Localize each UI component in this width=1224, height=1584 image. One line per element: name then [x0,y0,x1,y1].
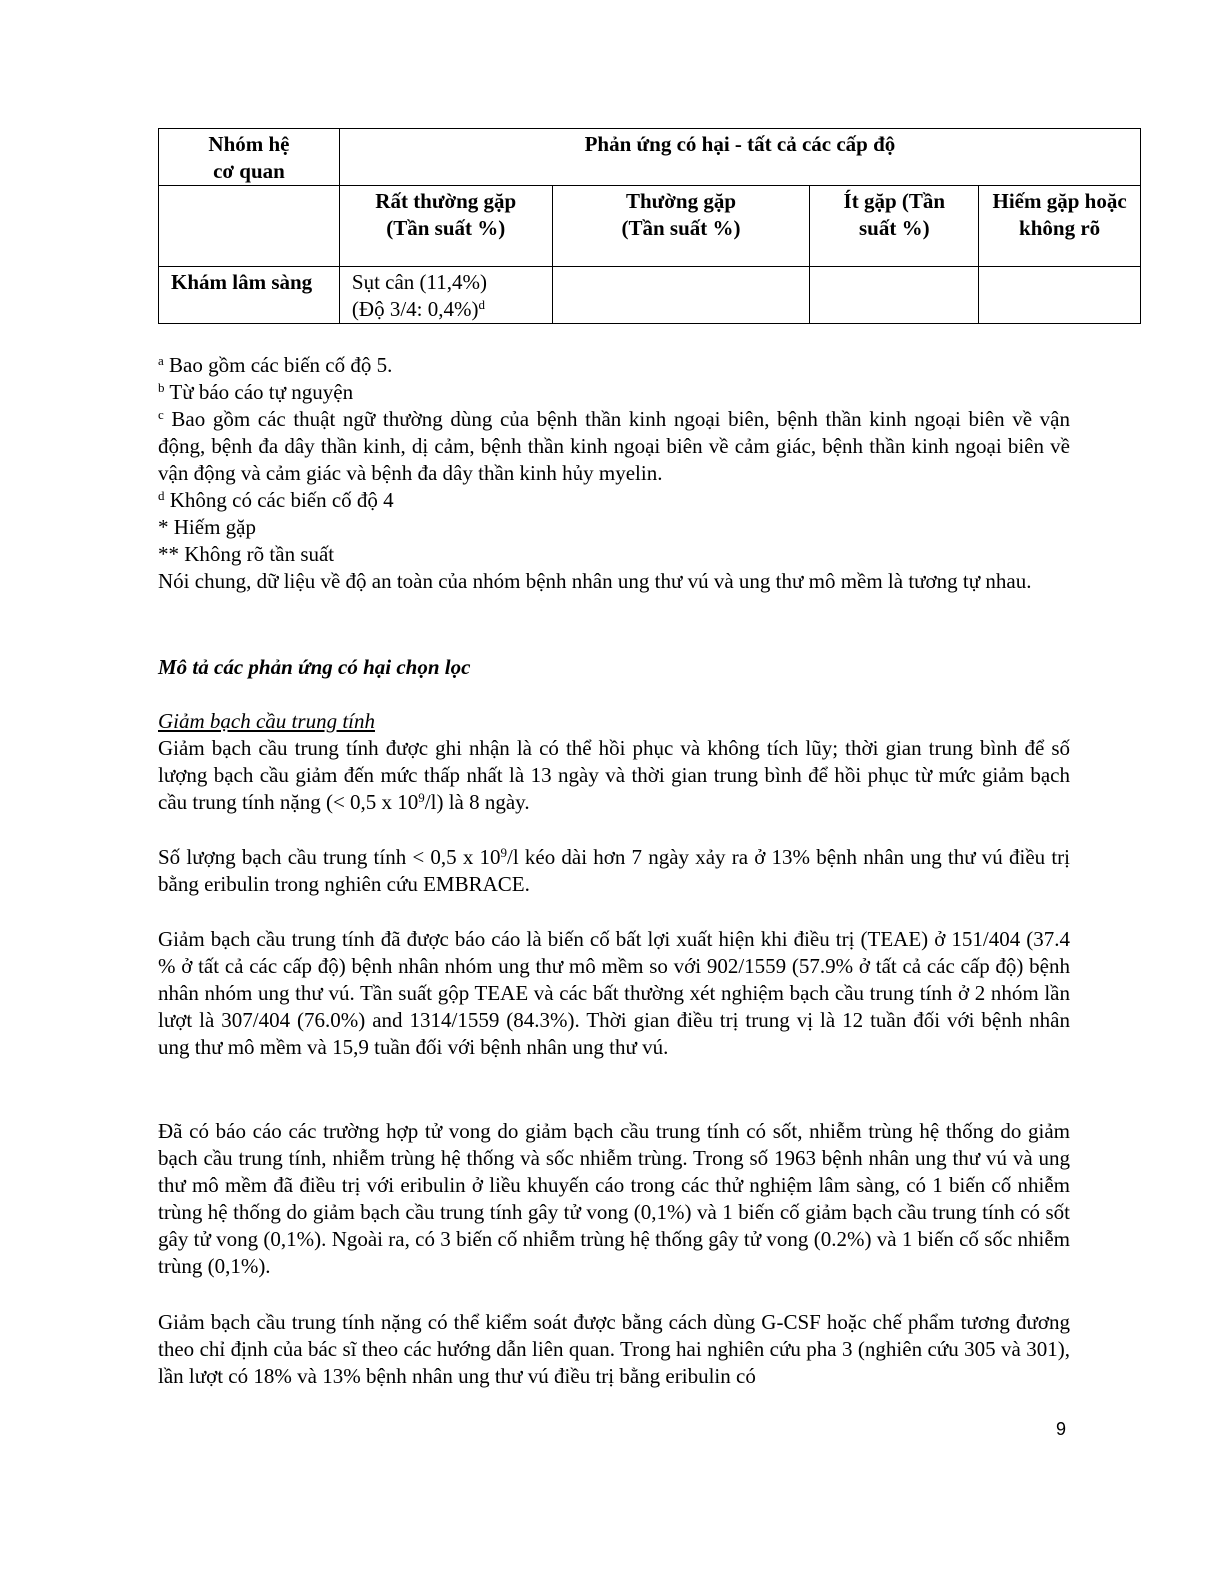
paragraph-1 [158,735,1070,816]
row-organ-group: Khám lâm sàng [159,267,340,324]
paragraph-2 [158,844,1070,898]
header-very-common: Rất thường gặp (Tần suất %) [339,186,552,267]
adverse-reactions-table [158,128,1141,324]
footnote-a-text: Bao gồm các biến cố độ 5. [169,353,393,377]
row-common [552,267,810,324]
footnote-a-mark: a [158,353,164,368]
header-uncommon: Ít gặp (Tần suất %) [810,186,979,267]
footnote-b-text: Từ báo cáo tự nguyện [169,380,354,404]
summary-paragraph: Nói chung, dữ liệu về độ an toàn của nhóm bệnh nhân ung thư vú và ung thư mô mềm là tương tự nhau. [158,569,1032,593]
footnote-b [158,379,1070,406]
header-organ-group: Nhóm hệ cơ quan [159,129,340,186]
table-row [159,267,1141,324]
footnote-c [158,406,1070,487]
header-adverse-reactions: Phản ứng có hại - tất cả các cấp độ [339,129,1140,186]
table-subheader-row [159,186,1141,267]
p1-text-b: /l) là 8 ngày. [424,790,530,814]
header-rare: Hiếm gặp hoặc không rõ [979,186,1141,267]
p2-text-b: /l kéo dài hơn 7 ngày xảy ra ở 13% bệnh nhân ung thư vú điều trị bằng eribulin trong nghiên cứu EMBRACE. [158,845,1070,896]
subsection-heading: Giảm bạch cầu trung tính [158,709,375,733]
grade-text: (Độ 3/4: 0,4%) [351,297,479,321]
footnote-c-text: Bao gồm các thuật ngữ thường dùng của bệnh thần kinh ngoại biên, bệnh thần kinh ngoại biên về vận động, bệnh đa dây thần kinh, dị cảm, bệnh thần kinh ngoại biên về cảm giác, bệnh thần kinh ngoại biên về vận động và cảm giác và bệnh đa dây thần kinh hủy myelin. [158,407,1071,485]
footnote-star1: * Hiếm gặp [158,515,256,539]
footnotes [158,352,1070,595]
empty-header-cell [159,186,340,267]
section-heading: Mô tả các phản ứng có hại chọn lọc [158,655,471,679]
paragraph-5: Giảm bạch cầu trung tính nặng có thể kiểm soát được bằng cách dùng G-CSF hoặc chế phẩm tương đương theo chỉ định của bác sĩ theo các hướng dẫn liên quan. Trong hai nghiên cứu pha 3 (nghiên cứu 305 và 301), lần lượt có 18% và 13% bệnh nhân ung thư vú điều trị bằng eribulin có [158,1310,1070,1388]
page-number: 9 [1056,1419,1067,1439]
footnote-mark-d: d [478,297,485,312]
paragraph-4: Đã có báo cáo các trường hợp tử vong do giảm bạch cầu trung tính có sốt, nhiễm trùng hệ thống do giảm bạch cầu trung tính, nhiễm trùng hệ thống và sốc nhiễm trùng. Trong số 1963 bệnh nhân ung thư vú và ung thư mô mềm đã điều trị với eribulin ở liều khuyến cáo trong các thử nghiệm lâm sàng, có 1 biến cố nhiễm trùng hệ thống do giảm bạch cầu trung tính gây tử vong (0,1%) và 1 biến cố giảm bạch cầu trung tính có sốt gây tử vong (0,1%). Ngoài ra, có 3 biến cố nhiễm trùng hệ thống gây tử vong (0.2%) và 1 biến cố sốc nhiễm trùng (0,1%). [158,1119,1070,1278]
footnote-b-mark: b [158,380,165,395]
table-header-row [159,129,1141,186]
p1-superscript: 9 [418,790,425,805]
footnote-c-mark: c [158,407,164,422]
weight-loss-text: Sụt cân (11,4%) [351,270,488,294]
footnote-d-text: Không có các biến cố độ 4 [169,488,394,512]
row-very-common [339,267,552,324]
row-rare [979,267,1141,324]
p1-text-a: Giảm bạch cầu trung tính được ghi nhận là có thể hồi phục và không tích lũy; thời gian trung bình để số lượng bạch cầu giảm đến mức thấp nhất là 13 ngày và thời gian trung bình để hồi phục từ mức giảm bạch cầu trung tính nặng (< 0,5 x 10 [158,736,1070,814]
footnote-d-mark: d [158,488,165,503]
p2-superscript: 9 [500,845,508,860]
p2-text-a: Số lượng bạch cầu trung tính < 0,5 x 10 [158,845,501,869]
paragraph-3: Giảm bạch cầu trung tính đã được báo cáo là biến cố bất lợi xuất hiện khi điều trị (TEAE) ở 151/404 (37.4 % ở tất cả các cấp độ) bệnh nhân nhóm ung thư mô mềm so với 902/1559 (57.9% ở tất cả các cấp độ) bệnh nhân nhóm ung thư vú. Tần suất gộp TEAE và các bất thường xét nghiệm bạch cầu trung tính ở 2 nhóm lần lượt là 307/404 (76.0%) and 1314/1559 (84.3%). Thời gian điều trị trung vị là 12 tuần đối với bệnh nhân ung thư mô mềm và 15,9 tuần đối với bệnh nhân ung thư vú. [158,927,1070,1059]
footnote-d [158,487,1070,514]
row-uncommon [810,267,979,324]
footnote-a [158,352,1070,379]
footnote-star2: ** Không rõ tần suất [158,542,335,566]
header-common: Thường gặp (Tần suất %) [552,186,810,267]
